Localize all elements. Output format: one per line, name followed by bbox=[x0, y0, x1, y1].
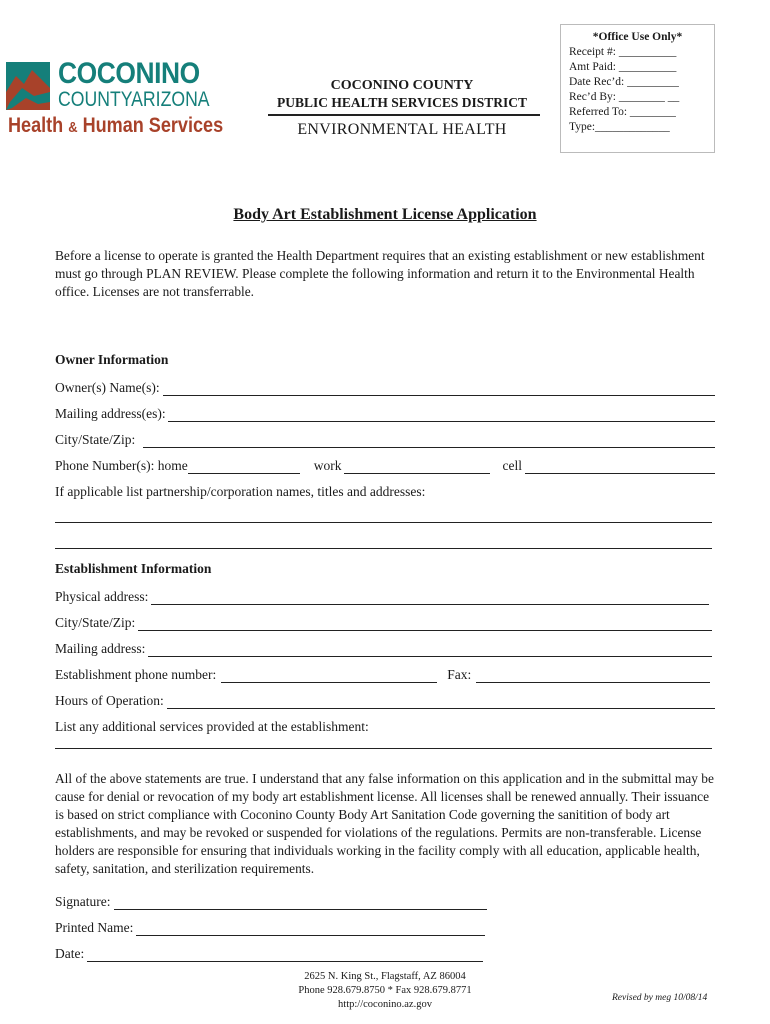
office-recd-by: Rec’d By: ________ __ bbox=[569, 91, 680, 103]
logo-coconino-text: COCONINO bbox=[58, 57, 200, 90]
revision-note: Revised by meg 10/08/14 bbox=[612, 993, 708, 1003]
est-mailing-row bbox=[55, 639, 715, 657]
footer-url[interactable]: http://coconino.az.gov bbox=[338, 999, 432, 1010]
footer-address: 2625 N. King St., Flagstaff, AZ 86004 bbox=[304, 971, 466, 982]
est-city-field[interactable] bbox=[138, 615, 712, 631]
date-field[interactable] bbox=[87, 946, 483, 962]
est-phone-field[interactable] bbox=[221, 667, 437, 683]
district-heading: PUBLIC HEALTH SERVICES DISTRICT bbox=[277, 95, 527, 110]
office-use-title: *Office Use Only* bbox=[592, 31, 683, 43]
division-heading: ENVIRONMENTAL HEALTH bbox=[297, 121, 507, 138]
est-mailing-field[interactable] bbox=[148, 641, 712, 657]
header-divider bbox=[268, 114, 540, 116]
phone-work-field[interactable] bbox=[344, 458, 490, 474]
services-label: List any additional services provided at the establishment: bbox=[55, 719, 369, 734]
est-phone-label: Establishment phone number: bbox=[55, 667, 217, 682]
signature-field[interactable] bbox=[114, 894, 488, 910]
printed-name-row bbox=[55, 918, 485, 936]
form-title: Body Art Establishment License Application bbox=[233, 206, 537, 223]
logo-county-text: COUNTYARIZONA bbox=[58, 88, 210, 111]
mailing-field[interactable] bbox=[168, 406, 715, 422]
city-row bbox=[55, 430, 715, 448]
partnership-row bbox=[55, 482, 715, 500]
city-field[interactable] bbox=[143, 432, 715, 448]
phone-home-label: Phone Number(s): home bbox=[55, 458, 188, 473]
county-logo bbox=[6, 57, 224, 140]
partnership-line-2[interactable] bbox=[55, 548, 712, 549]
establishment-section-heading: Establishment Information bbox=[55, 561, 212, 576]
date-row bbox=[55, 944, 483, 962]
city-label: City/State/Zip: bbox=[55, 432, 136, 447]
fax-field[interactable] bbox=[476, 667, 710, 683]
county-heading: COCONINO COUNTY bbox=[330, 78, 474, 93]
fax-label: Fax: bbox=[447, 667, 472, 682]
certification-statement: All of the above statements are true. I understand that any false information on this application and in the submittal may be cause for denial or revocation of my body art establishment license. All licenses shall be renewed annually. Their issuance is based on strict compliance with Coconino County Body Art Sanitation Code governing the sanitition of body art establishments, and may be revoked or suspended for violations of the regulations. Permits are non-transferable. License holders are responsible for ensuring that individuals working in the facility comply with all education, applicable health, safety, sanitation, and sterilization requirements. bbox=[55, 771, 714, 876]
owner-names-field[interactable] bbox=[163, 380, 715, 396]
footer bbox=[0, 970, 770, 1012]
intro-paragraph: Before a license to operate is granted the Health Department requires that an existing establishment or new establishment must go through PLAN REVIEW. Please complete the following information and return it to the Environmental Health office. Licenses are not transferrable. bbox=[55, 248, 705, 299]
partnership-label: If applicable list partnership/corporation names, titles and addresses: bbox=[55, 484, 426, 499]
est-city-row bbox=[55, 613, 715, 631]
phone-cell-field[interactable] bbox=[525, 458, 715, 474]
logo-hhs-text: Health & Human Services bbox=[8, 114, 224, 137]
est-mailing-label: Mailing address: bbox=[55, 641, 146, 656]
office-amt-paid: Amt Paid: __________ bbox=[569, 61, 677, 73]
services-line[interactable] bbox=[55, 748, 712, 749]
footer-phone: Phone 928.679.8750 * Fax 928.679.8771 bbox=[298, 985, 472, 996]
hours-label: Hours of Operation: bbox=[55, 693, 164, 708]
hours-row bbox=[55, 691, 715, 709]
office-referred-to: Referred To: ________ bbox=[569, 106, 676, 118]
office-receipt: Receipt #: __________ bbox=[569, 46, 677, 58]
printed-name-field[interactable] bbox=[136, 920, 485, 936]
physical-row bbox=[55, 587, 715, 605]
signature-label: Signature: bbox=[55, 894, 111, 909]
phone-cell-label: cell bbox=[502, 458, 522, 473]
mailing-label: Mailing address(es): bbox=[55, 406, 166, 421]
mailing-row bbox=[55, 404, 715, 422]
office-date-recd: Date Rec’d: _________ bbox=[569, 76, 679, 88]
owner-names-label: Owner(s) Name(s): bbox=[55, 380, 160, 395]
phone-home-field[interactable] bbox=[188, 458, 300, 474]
est-city-label: City/State/Zip: bbox=[55, 615, 136, 630]
owner-section-heading: Owner Information bbox=[55, 352, 169, 367]
printed-name-label: Printed Name: bbox=[55, 920, 134, 935]
hours-field[interactable] bbox=[167, 693, 715, 709]
mountain-logo-icon bbox=[6, 62, 50, 110]
est-phone-row bbox=[55, 665, 715, 683]
partnership-line-1[interactable] bbox=[55, 522, 712, 523]
physical-field[interactable] bbox=[151, 589, 709, 605]
phone-row bbox=[55, 456, 715, 474]
phone-work-label: work bbox=[313, 458, 342, 473]
owner-names-row bbox=[55, 378, 715, 396]
signature-row bbox=[55, 892, 487, 910]
physical-label: Physical address: bbox=[55, 589, 149, 604]
services-row bbox=[55, 717, 715, 735]
office-type: Type:_____________ bbox=[569, 121, 670, 133]
office-use-box bbox=[560, 24, 715, 153]
date-label: Date: bbox=[55, 946, 85, 961]
